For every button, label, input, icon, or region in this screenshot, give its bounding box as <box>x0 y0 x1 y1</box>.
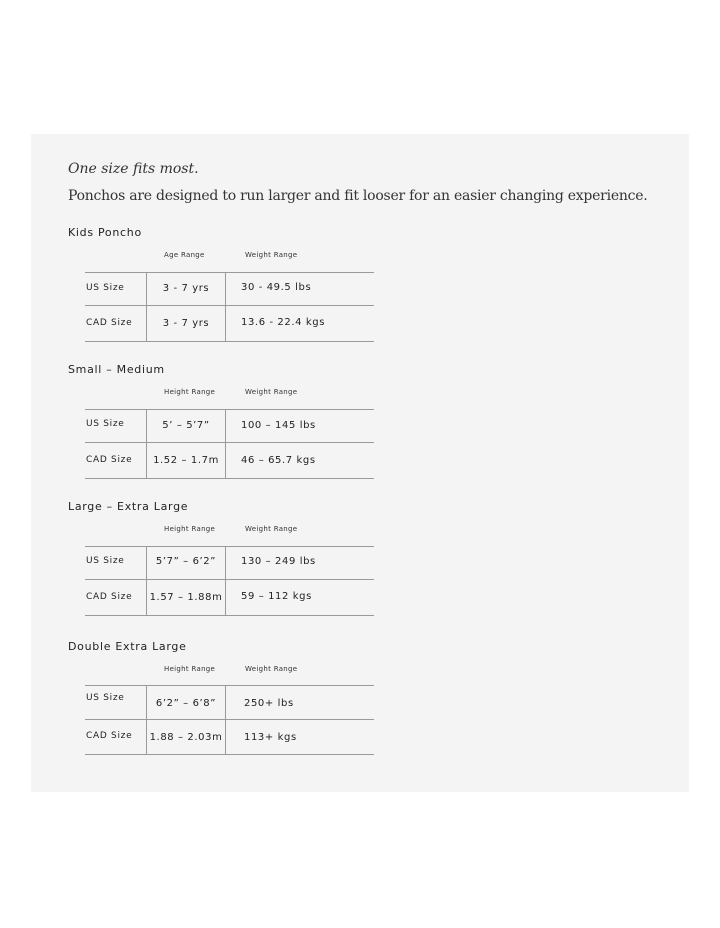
column-divider <box>225 546 226 615</box>
table-divider <box>85 719 374 720</box>
intro-text: Ponchos are designed to run larger and fit looser for an easier changing experience. <box>68 188 648 204</box>
section-title: Kids Poncho <box>68 226 142 239</box>
cell-weight-range-us: 30 - 49.5 lbs <box>241 282 312 293</box>
column-header-height-range: Height Range <box>164 388 216 396</box>
row-label-cad-size: CAD Size <box>86 731 133 741</box>
row-label-us-size: US Size <box>86 419 125 429</box>
cell-weight-range-cad: 46 – 65.7 kgs <box>241 455 316 466</box>
section-title: Double Extra Large <box>68 640 187 653</box>
cell-weight-range-cad: 59 – 112 kgs <box>241 591 312 602</box>
column-header-height-range: Height Range <box>164 665 216 673</box>
table-divider <box>85 409 374 410</box>
cell-height-range-cad: 1.88 – 2.03m <box>149 732 223 743</box>
row-label-us-size: US Size <box>86 693 125 703</box>
column-header-weight-range: Weight Range <box>245 525 298 533</box>
cell-age-range-cad: 3 - 7 yrs <box>162 318 210 329</box>
row-label-cad-size: CAD Size <box>86 455 133 465</box>
row-label-us-size: US Size <box>86 556 125 566</box>
column-header-weight-range: Weight Range <box>245 251 298 259</box>
size-section-double-extra-large <box>68 640 388 760</box>
size-section-small-medium <box>68 363 388 483</box>
column-header-age-range: Age Range <box>164 251 205 259</box>
section-title: Large – Extra Large <box>68 500 189 513</box>
cell-weight-range-us: 250+ lbs <box>244 698 294 709</box>
column-header-weight-range: Weight Range <box>245 388 298 396</box>
row-label-us-size: US Size <box>86 283 125 293</box>
cell-height-range-us: 5’ – 5’7” <box>162 420 210 431</box>
row-label-cad-size: CAD Size <box>86 318 133 328</box>
cell-age-range-us: 3 - 7 yrs <box>162 283 210 294</box>
column-header-weight-range: Weight Range <box>245 665 298 673</box>
table-divider <box>85 305 374 306</box>
cell-height-range-cad: 1.57 – 1.88m <box>149 592 223 603</box>
cell-weight-range-us: 100 – 145 lbs <box>241 420 316 431</box>
cell-weight-range-cad: 13.6 - 22.4 kgs <box>241 317 326 328</box>
section-title: Small – Medium <box>68 363 165 376</box>
cell-height-range-us: 5’7” – 6’2” <box>155 556 217 567</box>
column-header-height-range: Height Range <box>164 525 216 533</box>
row-label-cad-size: CAD Size <box>86 592 133 602</box>
table-divider <box>85 615 374 616</box>
table-divider <box>85 754 374 755</box>
table-divider <box>85 478 374 479</box>
cell-weight-range-us: 130 – 249 lbs <box>241 556 316 567</box>
column-divider <box>225 272 226 341</box>
cell-height-range-cad: 1.52 – 1.7m <box>153 455 219 466</box>
cell-height-range-us: 6’2” – 6’8” <box>155 698 217 709</box>
cell-weight-range-cad: 113+ kgs <box>244 732 297 743</box>
table-divider <box>85 546 374 547</box>
column-divider <box>225 409 226 478</box>
column-divider <box>146 685 147 754</box>
size-guide-panel <box>31 134 689 792</box>
intro-title: One size fits most. <box>68 161 199 177</box>
size-section-kids-poncho <box>68 226 388 346</box>
table-divider <box>85 272 374 273</box>
table-divider <box>85 579 374 580</box>
column-divider <box>225 685 226 754</box>
size-section-large-extra-large <box>68 500 388 620</box>
table-divider <box>85 685 374 686</box>
table-divider <box>85 442 374 443</box>
table-divider <box>85 341 374 342</box>
